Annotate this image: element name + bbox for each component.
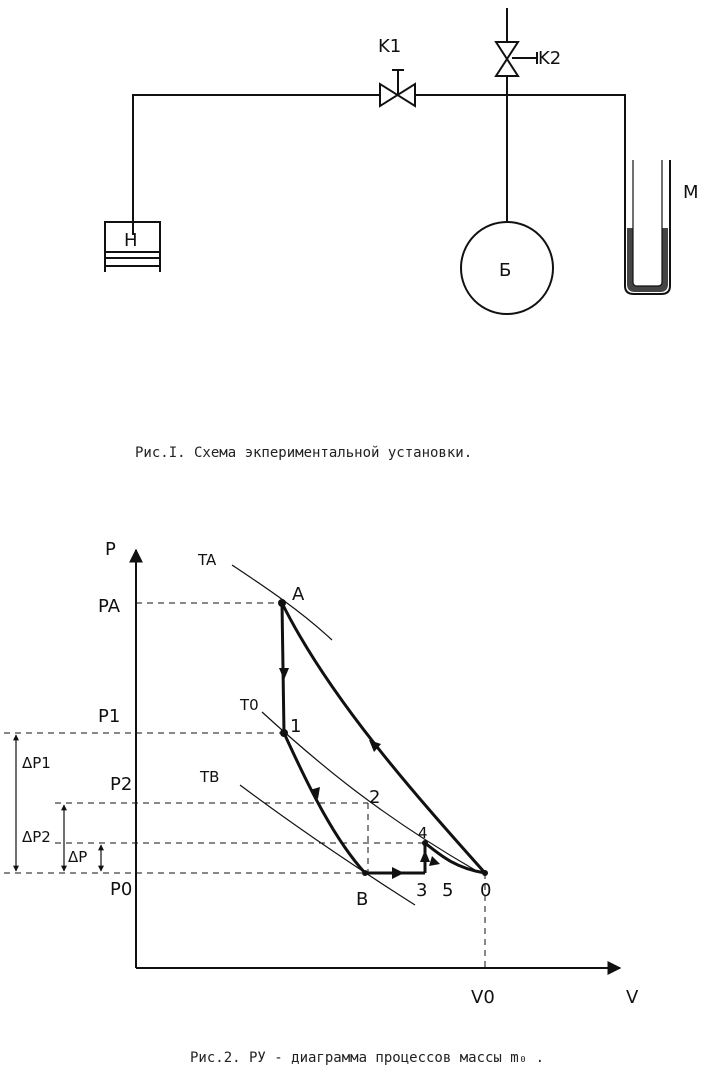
setup-schematic <box>105 8 699 461</box>
p2-label: P2 <box>110 774 133 795</box>
point-5-label: 5 <box>442 880 454 901</box>
figure2-caption: Рис.2. PУ - диаграмма процессов массы m₀ . <box>190 1050 545 1066</box>
x-axis-label: V <box>626 987 639 1008</box>
manometer <box>625 160 670 294</box>
main-pipe <box>133 95 625 235</box>
y-axis-label: P <box>105 539 116 560</box>
dp1-label: ΔP1 <box>22 754 51 772</box>
isotherm-tb-label: TB <box>200 768 220 786</box>
point-b-label: B <box>356 889 369 910</box>
manometer-label: M <box>683 182 699 203</box>
arrow-a-1 <box>279 668 289 680</box>
arrow-b-3 <box>392 867 404 879</box>
point-1-label: 1 <box>290 716 302 737</box>
v0-label: V0 <box>471 987 495 1008</box>
point-2-label: 2 <box>369 787 381 808</box>
point-1 <box>280 729 288 737</box>
point-0 <box>482 870 488 876</box>
p0-label: P0 <box>110 879 133 900</box>
point-0-label: 0 <box>480 880 492 901</box>
arrow-3-4 <box>420 850 430 862</box>
vessel-label: Б <box>499 260 512 281</box>
point-a-label: A <box>292 584 305 605</box>
point-3-label: 3 <box>416 880 428 901</box>
pa-label: PA <box>98 596 121 617</box>
dp-label: ΔP <box>68 848 88 866</box>
dp2-label: ΔP2 <box>22 828 51 846</box>
compression-curve <box>282 603 485 873</box>
isotherm-ta-label: TA <box>198 551 217 569</box>
valve-k1 <box>380 70 415 106</box>
valve-k1-label: K1 <box>378 36 402 57</box>
pump-label: H <box>124 230 138 251</box>
point-b <box>362 870 368 876</box>
valve-k2-label: K2 <box>538 48 562 69</box>
pv-diagram <box>4 539 639 1066</box>
point-4-label: 4 <box>418 824 428 842</box>
valve-k2 <box>496 42 537 76</box>
figure1-caption: Рис.I. Схема экпериментальной установки. <box>135 445 473 461</box>
isotherm-t0-label: T0 <box>240 696 259 714</box>
p1-label: P1 <box>98 706 121 727</box>
arrow-4-5 <box>429 856 440 866</box>
point-a <box>278 599 286 607</box>
